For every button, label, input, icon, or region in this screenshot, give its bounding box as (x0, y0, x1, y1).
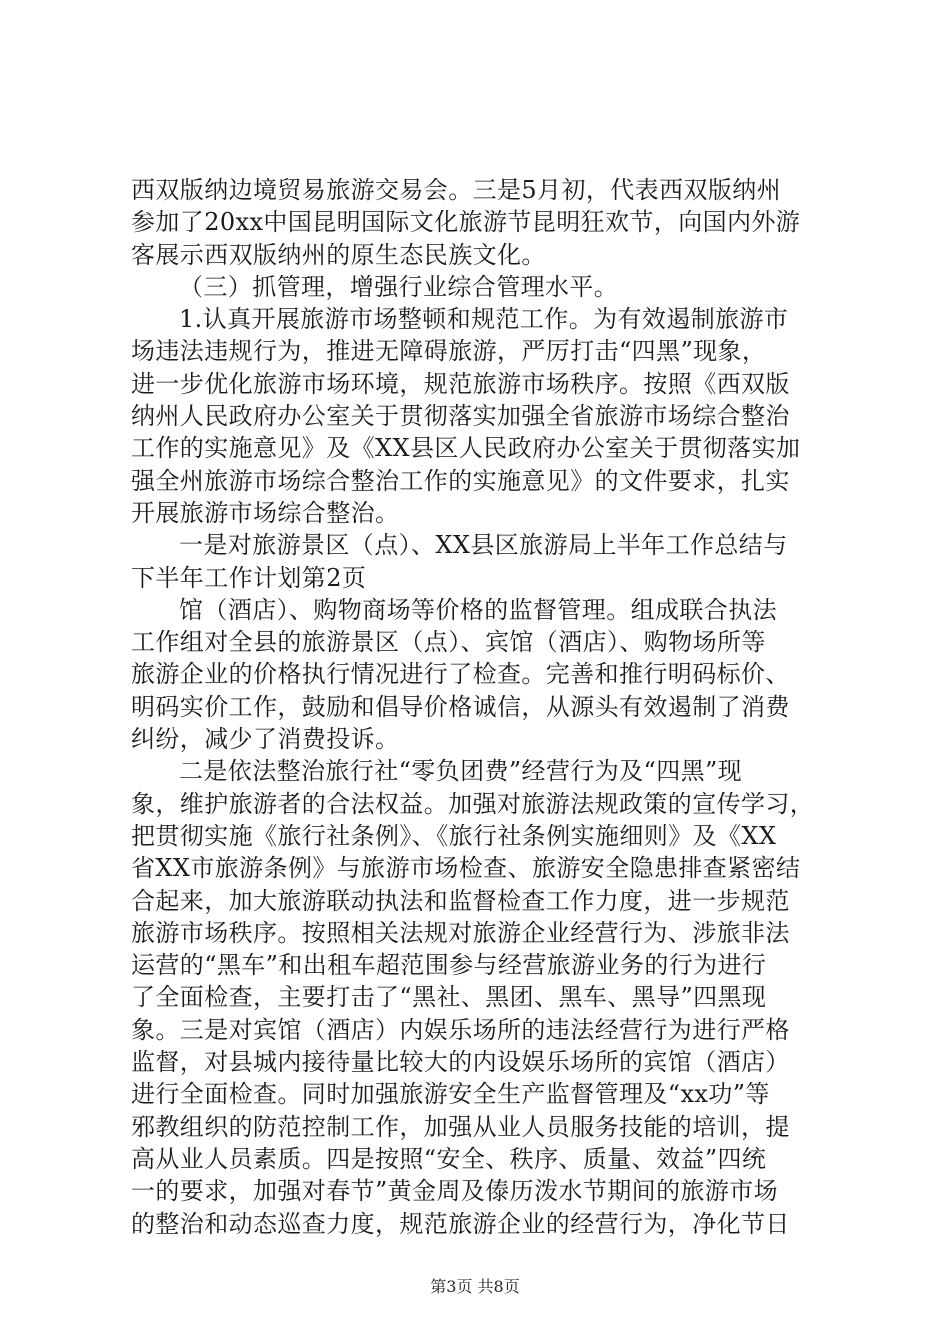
text-line: 强全州旅游市场综合整治工作的实施意见》的文件要求，扎实 (131, 466, 790, 495)
text-line: 馆（酒店）、购物商场等价格的监督管理。组成联合执法 (179, 595, 777, 624)
text-line: 象。三是对宾馆（酒店）内娱乐场所的违法经营行为进行严格 (131, 1015, 790, 1044)
text-line: 高从业人员素质。四是按照“安全、秩序、质量、效益”四统 (131, 1144, 767, 1173)
page-footer: 第3页 共8页 (430, 1277, 520, 1296)
text-line: 场违法违规行为，推进无障碍旅游，严厉打击“四黑”现象， (131, 337, 767, 366)
text-line: 邪教组织的防范控制工作，加强从业人员服务技能的培训，提 (131, 1112, 790, 1141)
text-line: 进行全面检查。同时加强旅游安全生产监督管理及“xx功”等 (131, 1080, 770, 1109)
text-line: 合起来，加大旅游联动执法和监督检查工作力度，进一步规范 (131, 886, 790, 915)
text-line: 监督，对县城内接待量比较大的内设娱乐场所的宾馆（酒店） (131, 1048, 790, 1077)
text-line: 明码实价工作，鼓励和倡导价格诚信，从源头有效遏制了消费 (131, 692, 790, 721)
text-line: 纠纷，减少了消费投诉。 (131, 725, 400, 754)
body-text (131, 174, 831, 1240)
text-line: 象，维护旅游者的合法权益。加强对旅游法规政策的宣传学习， (131, 789, 815, 818)
text-line: 了全面检查，主要打击了“黑社、黑团、黑车、黑导”四黑现 (131, 983, 767, 1012)
text-line: 的整治和动态巡查力度，规范旅游企业的经营行为，净化节日 (131, 1209, 790, 1238)
text-line: 一的要求，加强对春节”黄金周及傣历泼水节期间的旅游市场 (131, 1177, 779, 1206)
text-line: 运营的“黑车”和出租车超范围参与经营旅游业务的行为进行 (131, 951, 767, 980)
text-line: 一是对旅游景区（点）、XX县区旅游局上半年工作总结与 (179, 531, 788, 560)
text-line: 1.认真开展旅游市场整顿和规范工作。为有效遏制旅游市 (179, 305, 789, 334)
text-line: 工作组对全县的旅游景区（点）、宾馆（酒店）、购物场所等 (131, 628, 766, 657)
text-line: 旅游企业的价格执行情况进行了检查。完善和推行明码标价、 (131, 660, 790, 689)
text-line: 西双版纳边境贸易旅游交易会。三是5月初，代表西双版纳州 (131, 176, 782, 204)
text-line: 把贯彻实施《旅行社条例》、《旅行社条例实施细则》及《XX (131, 821, 777, 850)
text-line: 纳州人民政府办公室关于贯彻落实加强全省旅游市场综合整治 (131, 402, 790, 431)
text-line: 进一步优化旅游市场环境，规范旅游市场秩序。按照《西双版 (131, 369, 790, 398)
text-line: （三）抓管理，增强行业综合管理水平。 (179, 272, 619, 301)
text-line: 省XX市旅游条例》与旅游市场检查、旅游安全隐患排查紧密结 (131, 854, 801, 883)
text-line: 旅游市场秩序。按照相关法规对旅游企业经营行为、涉旅非法 (131, 918, 790, 947)
text-line: 客展示西双版纳州的原生态民族文化。 (131, 240, 546, 269)
text-line: 参加了20xx中国昆明国际文化旅游节昆明狂欢节，向国内外游 (131, 208, 801, 237)
text-line: 工作的实施意见》及《XX县区人民政府办公室关于贯彻落实加 (131, 434, 801, 463)
text-line: 下半年工作计划第2页 (131, 563, 367, 592)
text-line: 二是依法整治旅行社“零负团费”经营行为及“四黑”现 (179, 757, 743, 786)
text-line: 开展旅游市场综合整治。 (131, 498, 400, 527)
